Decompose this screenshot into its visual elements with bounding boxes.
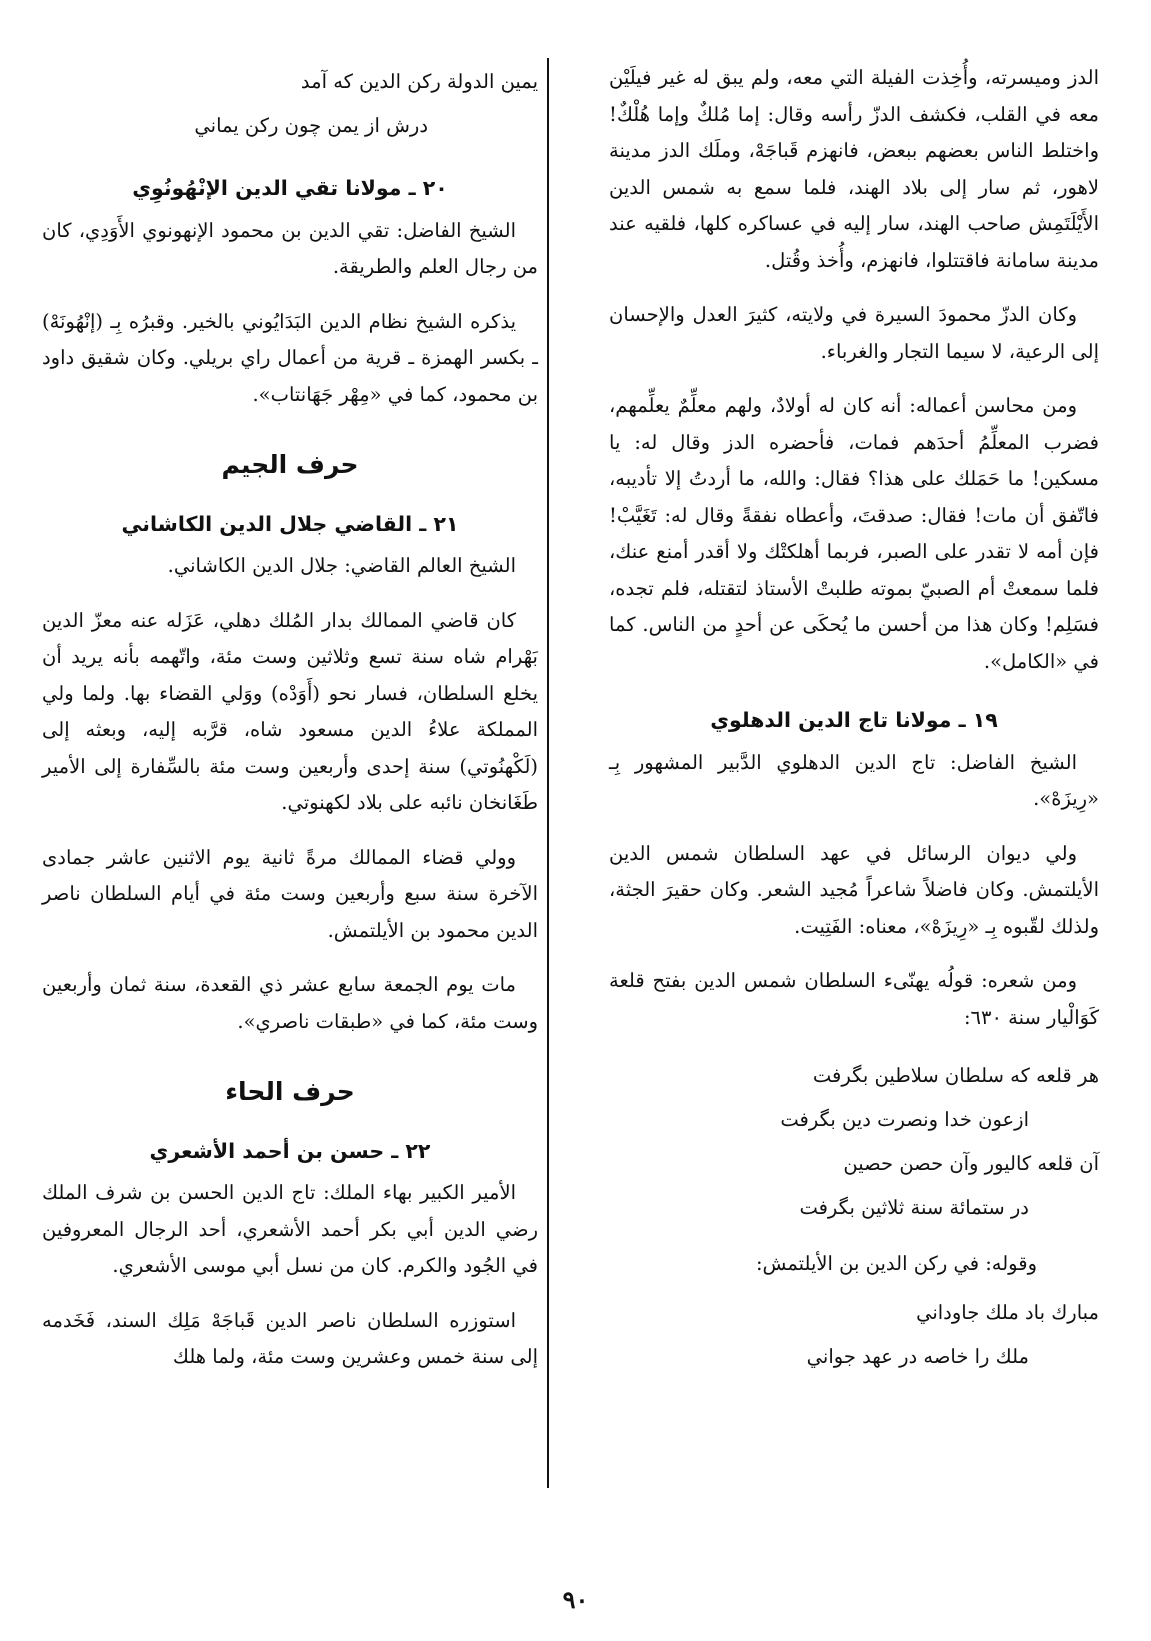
poem-verse: يمين الدولة ركن الدين كه آمد xyxy=(300,70,538,93)
poem-verse: هر قلعه كه سلطان سلاطين بگرفت xyxy=(812,1064,1099,1087)
right-column xyxy=(609,60,1099,1571)
paragraph: الدز وميسرته، وأُخِذت الفيلة التي معه، ولم يبق له غير فيلَيْن معه في القلب، فكشف الدزّ رأسه وقال: إما مُلكٌ وإما هُلْكٌ! واختلط الناس بعضهم ببعض، فانهزم قَباجَهْ، وملَك الدز مدينة لاهور، ثم سار إلى بلاد الهند، فلما سمع به شمس الدين الأَيْلَتَمِش صاحب الهند، سار إليه في عساكره كلها، فلقيه عند مدينة سامانة فاقتتلوا، فانهزم، وأُخذ وقُتل. xyxy=(609,66,1099,272)
paragraph: مات يوم الجمعة سابع عشر ذي القعدة، سنة ثمان وأربعين وست مئة، كما في «طبقات ناصري». xyxy=(42,973,538,1033)
entry-heading-21: ٢١ ـ القاضي جلال الدين الكاشاني xyxy=(121,511,459,536)
persian-poem xyxy=(609,1054,1099,1230)
entry-heading-20: ٢٠ ـ مولانا تقي الدين الإنْهُونُوِي xyxy=(132,176,448,200)
entry-heading-22: ٢٢ ـ حسن بن أحمد الأشعري xyxy=(149,1138,431,1163)
paragraph: وقوله: في ركن الدين بن الأيلتمش: xyxy=(755,1252,1037,1275)
left-column xyxy=(42,60,538,1571)
poem-verse: مبارك باد ملك جاوداني xyxy=(916,1300,1099,1324)
paragraph: كان قاضي الممالك بدار المُلك دهلي، عَزَله عنه معزّ الدين بَهْرام شاه سنة تسع وثلاثين وست مئة، واتّهمه بأنه يريد أن يخلع السلطان، فسار نحو (أَوَدْه) ووَلي القضاء بها. ولما ولي المملكة علاءُ الدين مسعود شاه، قرَّبه إليه، وبعثه إلى (لَكْهنُوتي) سنة إحدى وأربعين وست مئة بالسِّفارة إلى الأمير طَغَانخان نائبه على بلاد لكهنوتي. xyxy=(42,608,538,814)
paragraph: ومن شعره: قولُه يهنّىء السلطان شمس الدين بفتح قلعة كَوَالْيار سنة ٦٣٠: xyxy=(609,969,1099,1029)
page-number: ٩٠ xyxy=(562,1585,589,1614)
letter-heading-jim: حرف الجيم xyxy=(221,450,359,479)
paragraph: الشيخ العالم القاضي: جلال الدين الكاشاني. xyxy=(167,554,516,577)
letter-heading-ha: حرف الحاء xyxy=(225,1077,355,1106)
paragraph: يذكره الشيخ نظام الدين البَدَايُوني بالخير. وقبرُه بِـ (إنْهُونَهْ) ـ بكسر الهمزة ـ قرية من أعمال راي بريلي. وكان شقيق داود بن محمود، كما في «مِهْر جَهَانتاب». xyxy=(42,309,538,406)
persian-poem xyxy=(609,1291,1099,1379)
paragraph: استوزره السلطان ناصر الدين قَباجَهْ مَلِك السند، فَخَدمه إلى سنة خمس وعشرين وست مئة، ولما هلك xyxy=(42,1308,538,1368)
poem-verse: آن قلعه كاليور وآن حصن حصين xyxy=(843,1152,1099,1175)
persian-poem xyxy=(42,60,538,148)
paragraph: وكان الدزّ محمودَ السيرة في ولايته، كثيرَ العدل والإحسان إلى الرعية، لا سيما التجار والغرباء. xyxy=(609,303,1099,363)
poem-verse: در ستمائة سنة ثلاثين بگرفت xyxy=(799,1196,1029,1219)
poem-verse: ملك را خاصه در عهد جواني xyxy=(806,1344,1029,1368)
paragraph: ولي ديوان الرسائل في عهد السلطان شمس الدين الأيلتمش. وكان فاضلاً شاعراً مُجيد الشعر. وكان حقيرَ الجثة، ولذلك لقّبوه بِـ «رِيزَهْ»، معناه: الفَتِيت. xyxy=(609,841,1099,938)
entry-heading-19: ١٩ ـ مولانا تاج الدين الدهلوي xyxy=(710,708,998,732)
poem-verse: ازعون خدا ونصرت دين بگرفت xyxy=(780,1108,1029,1131)
paragraph: وولي قضاء الممالك مرةً ثانية يوم الاثنين عاشر جمادى الآخرة سنة سبع وأربعين وست مئة في أيام السلطان ناصر الدين محمود بن الأيلتمش. xyxy=(42,845,538,942)
paragraph: ومن محاسن أعماله: أنه كان له أولادٌ، ولهم معلِّمٌ يعلِّمهم، فضرب المعلِّمُ أحدَهم فمات، فأحضره الدز وقال له: يا مسكين! ما حَمَلك على هذا؟ فقال: والله، ما أردتُ إلا تأديبه، فاتّفق أن مات! فقال: صدقتَ، وأعطاه نفقةً وقال له: تَغَيَّبْ! فإن أمه لا تقدر على الصبر، فربما أهلكتْك ولا أقدر أمنع عنك، فلما سمعتْ أم الصبيّ بموته طلبتْ الأستاذ لتقتله، فلم تجده، فسَلِم! وكان هذا من أحسن ما يُحكَى عن أحدٍ من الناس. كما في «الكامل». xyxy=(609,394,1099,673)
paragraph: الشيخ الفاضل: تقي الدين بن محمود الإنهونوي الأَوَدِي، كان من رجال العلم والطريقة. xyxy=(42,218,538,278)
paragraph: الأمير الكبير بهاء الملك: تاج الدين الحسن بن شرف الملك رضي الدين أبي بكر أحمد الأشعري، أحد الرجال المعروفين في الجُود والكرم. كان من نسل أبي موسى الأشعري. xyxy=(42,1181,538,1277)
paragraph: الشيخ الفاضل: تاج الدين الدهلوي الدَّبير المشهور بِـ «رِيزَهْ». xyxy=(609,750,1099,810)
poem-verse: درش از يمن چون ركن يماني xyxy=(194,114,428,137)
column-divider xyxy=(547,58,549,1488)
